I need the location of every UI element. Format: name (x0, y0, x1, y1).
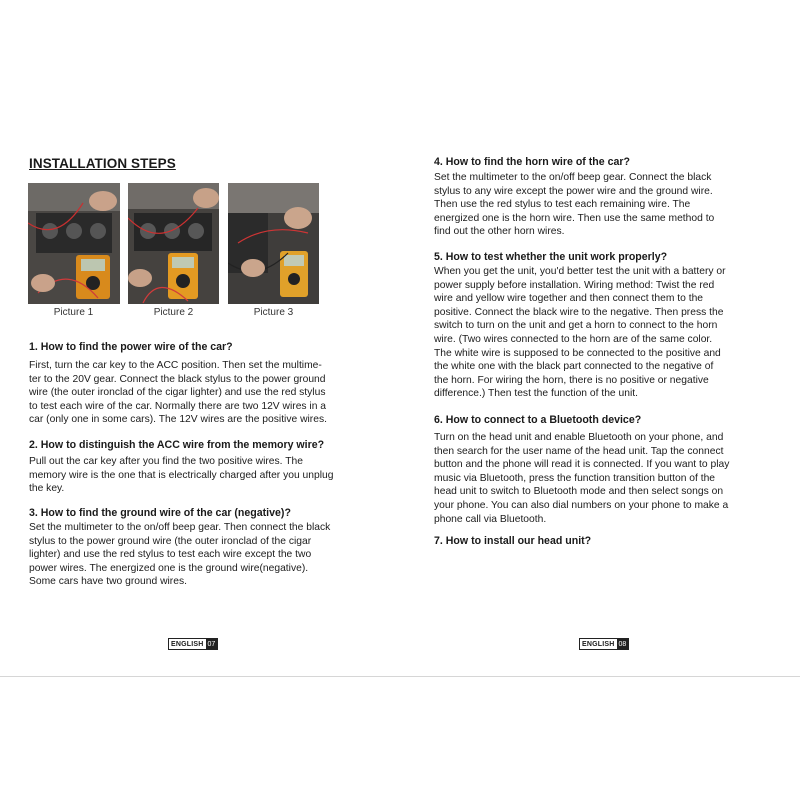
text-line: phone call via Bluetooth. (434, 513, 547, 525)
text-line: memory wire is the one that is electrically charged after you unplug (29, 469, 334, 481)
text-line: Then use the red stylus to test each remaining wire. The (434, 199, 691, 211)
text-line: the horn. For wiring the horn, there is no positive or negative (434, 374, 709, 386)
text-line: music via Bluetooth, press the function transition button of the (434, 472, 716, 484)
section-2-body (29, 455, 333, 496)
text-line: energized one is the horn wire. Then use the same method to (434, 212, 715, 224)
section-1-heading: 1. How to find the power wire of the car? (29, 341, 233, 353)
page-bottom-divider (0, 676, 800, 677)
footer-language: ENGLISH (582, 640, 615, 648)
section-6-heading: 6. How to connect to a Bluetooth device? (434, 414, 642, 426)
text-line: wire. (Two wires connected to the horn are of the same color. (434, 333, 713, 345)
text-line: then search for the user name of the head unit. Tap the connect (434, 445, 724, 457)
text-line: your phone. You can also dial numbers on your phone to make a (434, 499, 729, 511)
section-3-heading: 3. How to find the ground wire of the car (negative)? (29, 507, 291, 519)
section-7-heading: 7. How to install our head unit? (434, 535, 592, 547)
text-line: lighter) and use the red stylus to test each wire except the two (29, 549, 312, 561)
text-line: ter to the 20V gear. Connect the black stylus to the power ground (29, 373, 326, 385)
text-line: stylus to the power ground wire (the outer ironclad of the cigar (29, 535, 312, 547)
text-line: positive. Connect the black wire to the negative. Then press the (434, 306, 724, 318)
section-3-body (29, 521, 330, 589)
section-4-heading: 4. How to find the horn wire of the car? (434, 156, 630, 168)
text-line: When you get the unit, you'd better test the unit with a battery or (434, 266, 726, 277)
photo-1 (28, 183, 120, 304)
text-line: button and the phone will read it is connected. If you want to play (434, 459, 730, 471)
picture-caption-1: Picture 1 (53, 307, 94, 318)
text-line: wire and yellow wire together and then connect them to the (434, 293, 704, 305)
text-line: power supply before installation. Wiring method: Twist the red (434, 279, 715, 291)
text-line: Set the multimeter to the on/off beep gear. Connect the black (434, 172, 712, 183)
section-1-body (29, 359, 327, 427)
footer-page-number: 08 (618, 640, 627, 648)
section-5-heading: 5. How to test whether the unit work properly? (434, 251, 668, 263)
footer-page-number: 07 (207, 640, 216, 648)
text-line: power wires. The energized one is the ground wire(negative). (29, 562, 309, 574)
text-line: switch to turn on the unit and get a horn to connect to the horn (434, 320, 718, 332)
text-line: Pull out the car key after you find the two positive wires. The (29, 456, 303, 467)
section-4-body (434, 171, 714, 239)
picture-caption-2: Picture 2 (153, 307, 194, 318)
section-6-body (434, 431, 729, 526)
text-line: head unit to switch to Bluetooth mode and then select songs on (434, 486, 724, 498)
text-line: Turn on the head unit and enable Bluetooth on your phone, and (434, 432, 724, 443)
text-line: wire (the outer ironclad of the cigar lighter) and use the red stylus (29, 387, 326, 399)
page-title: INSTALLATION STEPS (29, 156, 176, 171)
text-line: the key. (29, 483, 65, 495)
picture-caption-3: Picture 3 (253, 307, 294, 318)
footer-language: ENGLISH (171, 640, 204, 648)
section-2-heading: 2. How to distinguish the ACC wire from the memory wire? (29, 439, 325, 451)
text-line: find out the other horn wires. (434, 226, 565, 238)
text-line: Set the multimeter to the on/off beep gear. Then connect the black (29, 522, 331, 533)
photo-2 (128, 183, 219, 304)
page-number-badge-left (168, 638, 218, 650)
text-line: car (only one in some cars). The 12V wires are the positive wires. (29, 414, 327, 426)
text-line: difference.) Then test the function of the unit. (434, 388, 638, 400)
photo-3 (228, 183, 319, 304)
text-line: the white one with the black part connected to the negative of (434, 361, 714, 373)
text-line: First, turn the car key to the ACC position. Then set the multime- (29, 360, 322, 371)
text-line: stylus to any wire except the power wire and the ground wire. (434, 185, 713, 197)
page-number-badge-right (579, 638, 629, 650)
section-5-body (434, 265, 726, 401)
text-line: to test each wire of the car. Normally there are two 12V wires in a (29, 400, 327, 412)
text-line: The white wire is supposed to be connected to the positive and (434, 347, 721, 359)
text-line: Some cars have two ground wires. (29, 576, 187, 588)
